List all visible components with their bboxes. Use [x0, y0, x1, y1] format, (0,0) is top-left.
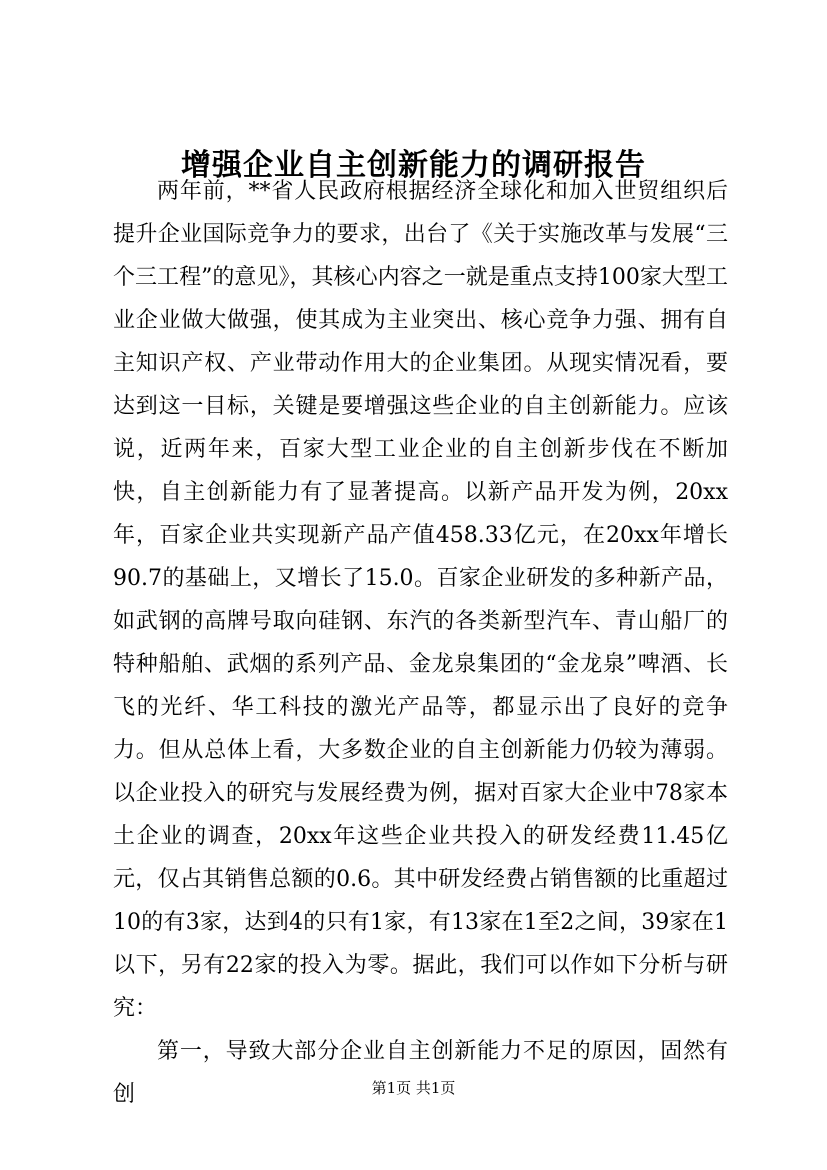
document-body	[113, 170, 728, 1116]
page-title: 增强企业自主创新能力的调研报告	[181, 148, 646, 183]
page-footer: 第1页 共1页	[371, 1079, 456, 1097]
paragraph-1: 两年前，**省人民政府根据经济全球化和加入世贸组织后提升企业国际竞争力的要求，出台了《关于实施改革与发展“三个三工程”的意见》，其核心内容之一就是重点支持100家大型工业企业做大做强，使其成为主业突出、核心竞争力强、拥有自主知识产权、产业带动作用大的企业集团。从现实情况看，要达到这一目标，关键是要增强这些企业的自主创新能力。应该说，近两年来，百家大型工业企业的自主创新步伐在不断加快，自主创新能力有了显著提高。以新产品开发为例，20xx年，百家企业共实现新产品产值458.33亿元，在20xx年增长90.7的基础上，又增长了15.0。百家企业研发的多种新产品，如武钢的高牌号取向硅钢、东汽的各类新型汽车、青山船厂的特种船舶、武烟的系列产品、金龙泉集团的“金龙泉”啤酒、长飞的光纤、华工科技的激光产品等，都显示出了良好的竞争力。但从总体上看，大多数企业的自主创新能力仍较为薄弱。以企业投入的研究与发展经费为例，据对百家大企业中78家本土企业的调查，20xx年这些企业共投入的研发经费11.45亿元，仅占其销售总额的0.6。其中研发经费占销售额的比重超过10的有3家，达到4的只有1家，有13家在1至2之间，39家在1以下，另有22家的投入为零。据此，我们可以作如下分析与研究：	[113, 179, 728, 1021]
paragraph-2: 第一，导致大部分企业自主创新能力不足的原因，固然有创	[113, 1039, 728, 1107]
